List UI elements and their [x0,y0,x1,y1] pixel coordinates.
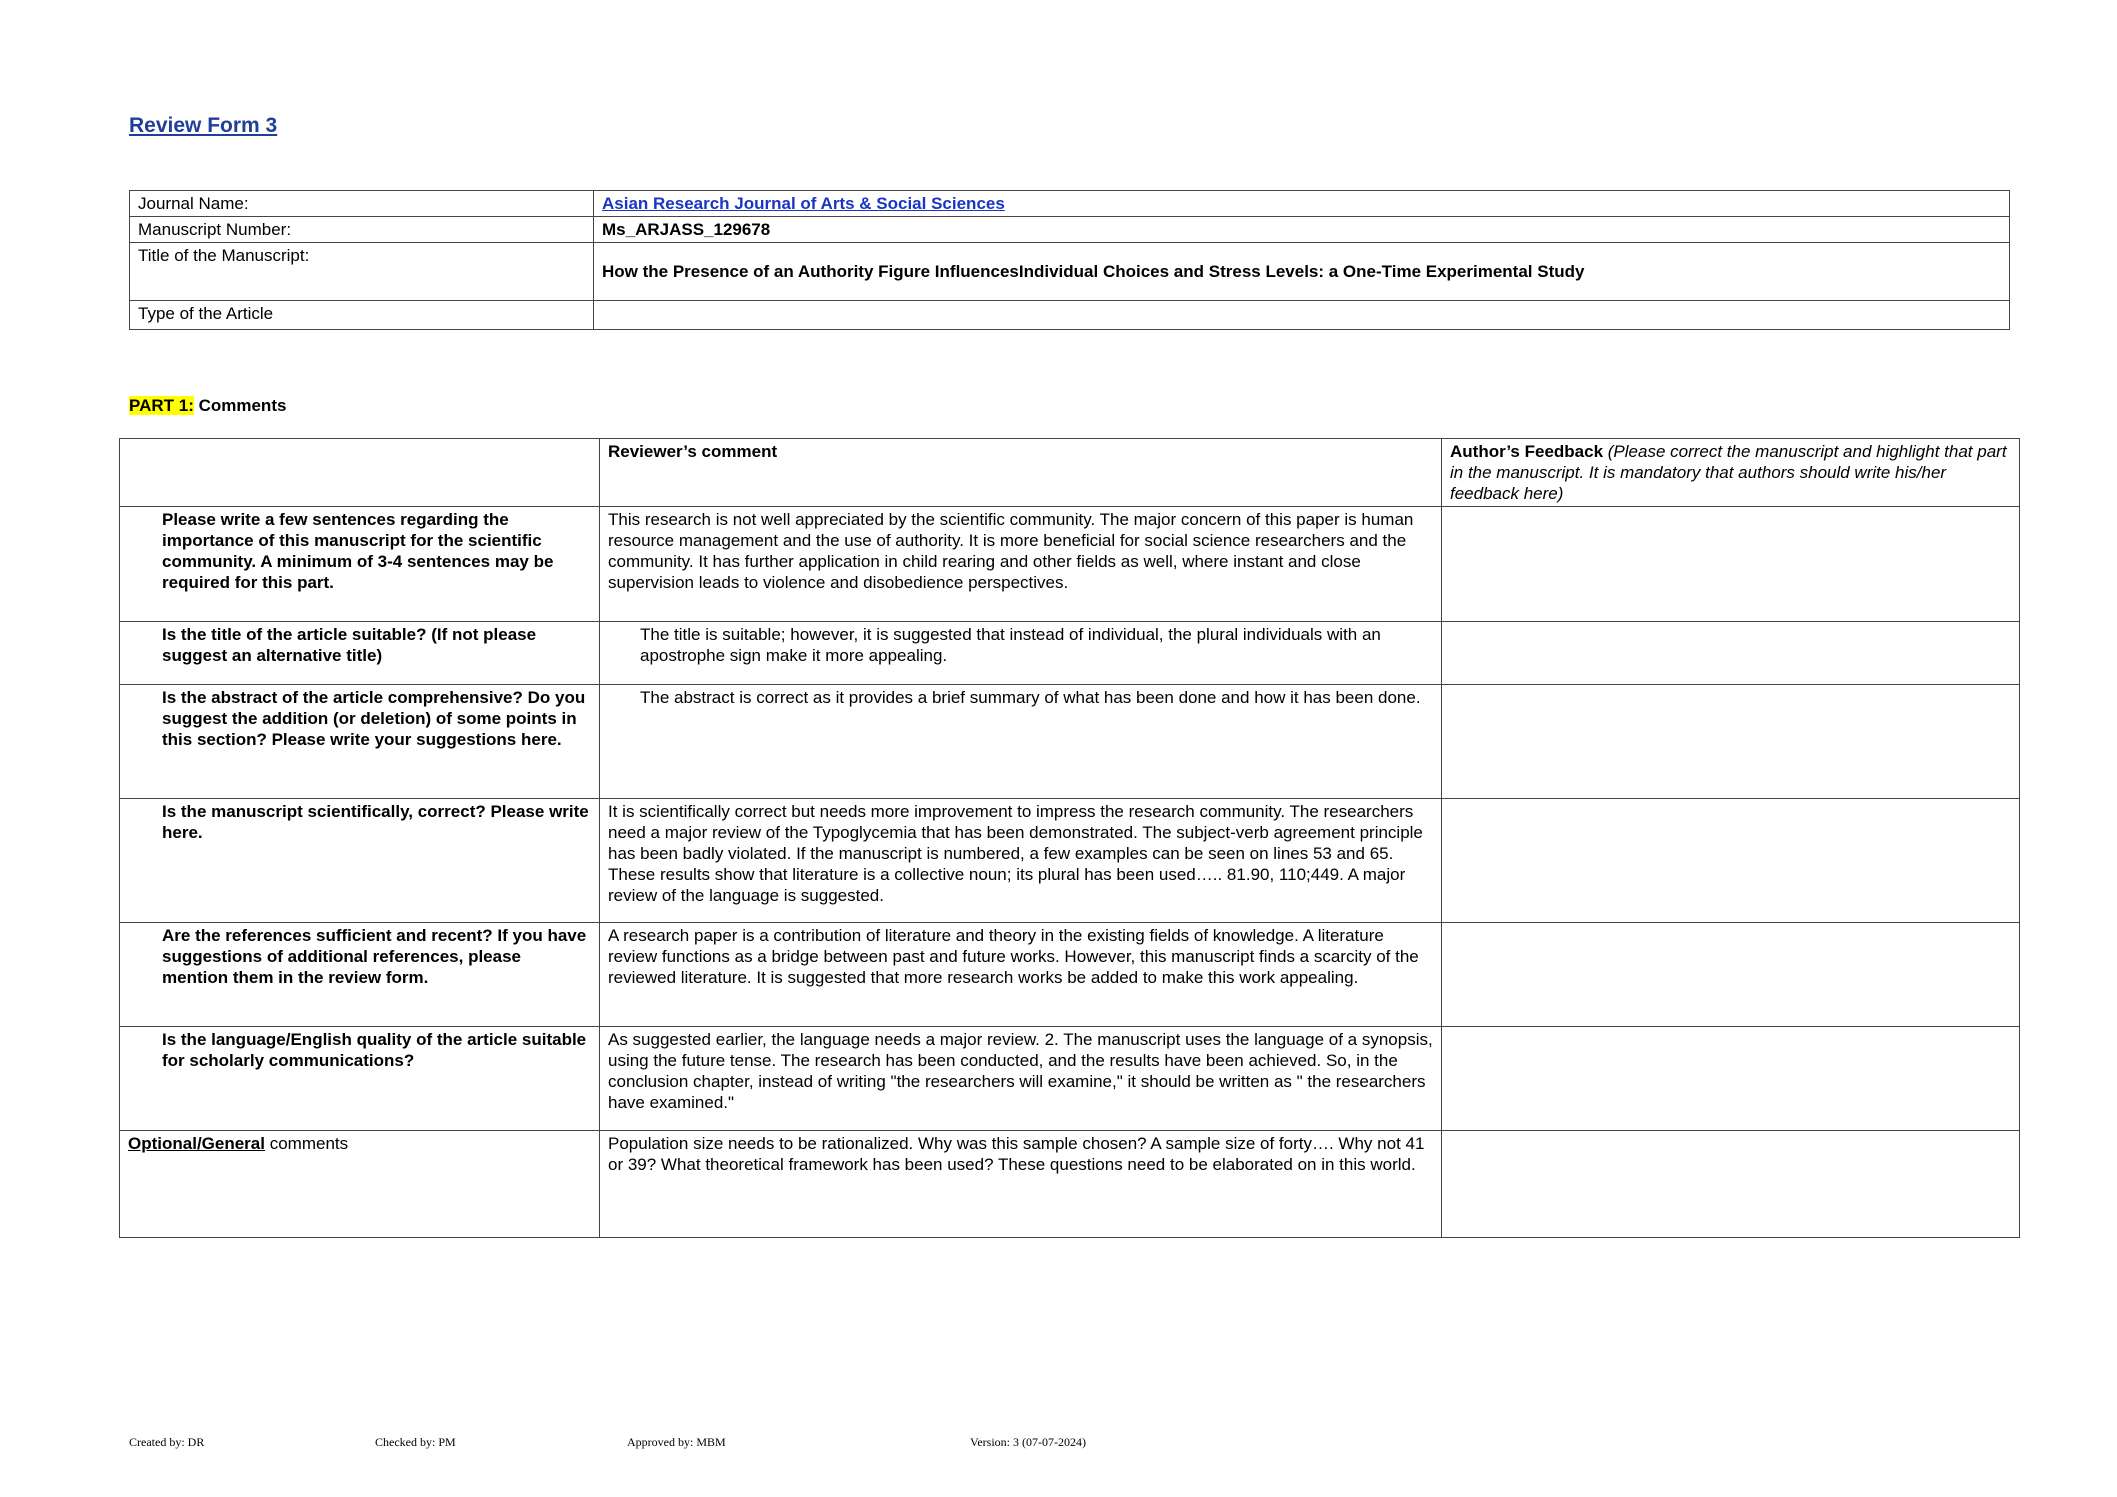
optional-label-cell [120,1131,600,1238]
header-reviewer-comment: Reviewer’s comment [600,439,1442,507]
manuscript-title-value: How the Presence of an Authority Figure InfluencesIndividual Choices and Stress Levels: a One-Time Experimental Study [594,243,2010,301]
author-feedback-cell[interactable] [1442,622,2020,685]
article-type-row [130,301,2010,330]
question-cell: Is the title of the article suitable? (If not please suggest an alternative title) [120,622,600,685]
question-cell: Is the abstract of the article comprehensive? Do you suggest the addition (or deletion) of some points in this section? Please write your suggestions here. [120,685,600,799]
comments-header-row [120,439,2020,507]
part1-heading [129,396,286,416]
manuscript-number-value: Ms_ARJASS_129678 [594,217,2010,243]
reviewer-comment-cell: Population size needs to be rationalized. Why was this sample chosen? A sample size of forty…. Why not 41 or 39? What theoretical framework has been used? These questions need to be elaborated on in this world. [600,1131,1442,1238]
comments-table [119,438,2020,1238]
author-feedback-title: Author’s Feedback [1450,442,1604,461]
comment-row-scientific [120,799,2020,923]
question-cell: Is the language/English quality of the article suitable for scholarly communications? [120,1027,600,1131]
header-empty-cell [120,439,600,507]
page-title: Review Form 3 [129,114,278,137]
comment-row-language [120,1027,2020,1131]
footer-approved-by: Approved by: MBM [627,1435,726,1449]
journal-label: Journal Name: [130,191,594,217]
reviewer-comment-cell: It is scientifically correct but needs more improvement to impress the research community. The researchers need a major review of the Typoglycemia that has been demonstrated. The subject-verb agreement principle has been badly violated. If the manuscript is numbered, a few examples can be seen on lines 53 and 65. These results show that literature is a collective noun; its plural has been used….. 81.90, 110;449. A major review of the language is suggested. [600,799,1442,923]
comment-row-optional [120,1131,2020,1238]
comment-row-references [120,923,2020,1027]
comment-row-title [120,622,2020,685]
reviewer-comment-cell: The abstract is correct as it provides a brief summary of what has been done and how it has been done. [600,685,1442,799]
author-feedback-cell[interactable] [1442,1027,2020,1131]
part1-label: PART 1: [129,396,194,415]
author-feedback-cell[interactable] [1442,1131,2020,1238]
part1-suffix: Comments [193,396,287,415]
manuscript-title-label: Title of the Manuscript: [130,243,594,301]
footer-created-by: Created by: DR [129,1435,205,1449]
header-author-feedback [1442,439,2020,507]
journal-row [130,191,2010,217]
article-type-value [594,301,2010,330]
reviewer-comment-cell: This research is not well appreciated by the scientific community. The major concern of this paper is human resource management and the use of authority. It is more beneficial for social science researchers and the community. It has further application in child rearing and other fields as well, where instant and close supervision leads to violence and disobedience perspectives. [600,507,1442,622]
manuscript-info-table [129,190,2010,330]
question-cell: Is the manuscript scientifically, correct? Please write here. [120,799,600,923]
article-type-label: Type of the Article [130,301,594,330]
manuscript-number-row [130,217,2010,243]
comment-row-abstract [120,685,2020,799]
journal-value-cell [594,191,2010,217]
footer-version: Version: 3 (07-07-2024) [970,1435,1086,1449]
question-cell: Are the references sufficient and recent? If you have suggestions of additional references, please mention them in the review form. [120,923,600,1027]
author-feedback-cell[interactable] [1442,923,2020,1027]
author-feedback-cell[interactable] [1442,685,2020,799]
footer-checked-by: Checked by: PM [375,1435,456,1449]
comment-row-importance [120,507,2020,622]
reviewer-comment-cell: As suggested earlier, the language needs a major review. 2. The manuscript uses the language of a synopsis, using the future tense. The research has been conducted, and the results have been achieved. So, in the conclusion chapter, instead of writing "the researchers will examine," it should be written as " the researchers have examined." [600,1027,1442,1131]
author-feedback-instruction: (Please correct the manuscript and highlight that part in the manuscript. It is mandatory that authors should write his/her feedback here) [1450,442,2007,503]
optional-label-rest: comments [264,1134,349,1153]
manuscript-title-row [130,243,2010,301]
reviewer-comment-cell: The title is suitable; however, it is suggested that instead of individual, the plural individuals with an apostrophe sign make it more appealing. [600,622,1442,685]
manuscript-number-label: Manuscript Number: [130,217,594,243]
author-feedback-cell[interactable] [1442,507,2020,622]
question-cell: Please write a few sentences regarding the importance of this manuscript for the scientific community. A minimum of 3-4 sentences may be required for this part. [120,507,600,622]
reviewer-comment-cell: A research paper is a contribution of literature and theory in the existing fields of knowledge. A literature review functions as a bridge between past and future works. However, this manuscript finds a scarcity of the reviewed literature. It is suggested that more research works be added to make this work appealing. [600,923,1442,1027]
journal-link[interactable]: Asian Research Journal of Arts & Social Sciences [602,194,1005,213]
optional-label-underlined: Optional/General [128,1134,265,1153]
author-feedback-cell[interactable] [1442,799,2020,923]
